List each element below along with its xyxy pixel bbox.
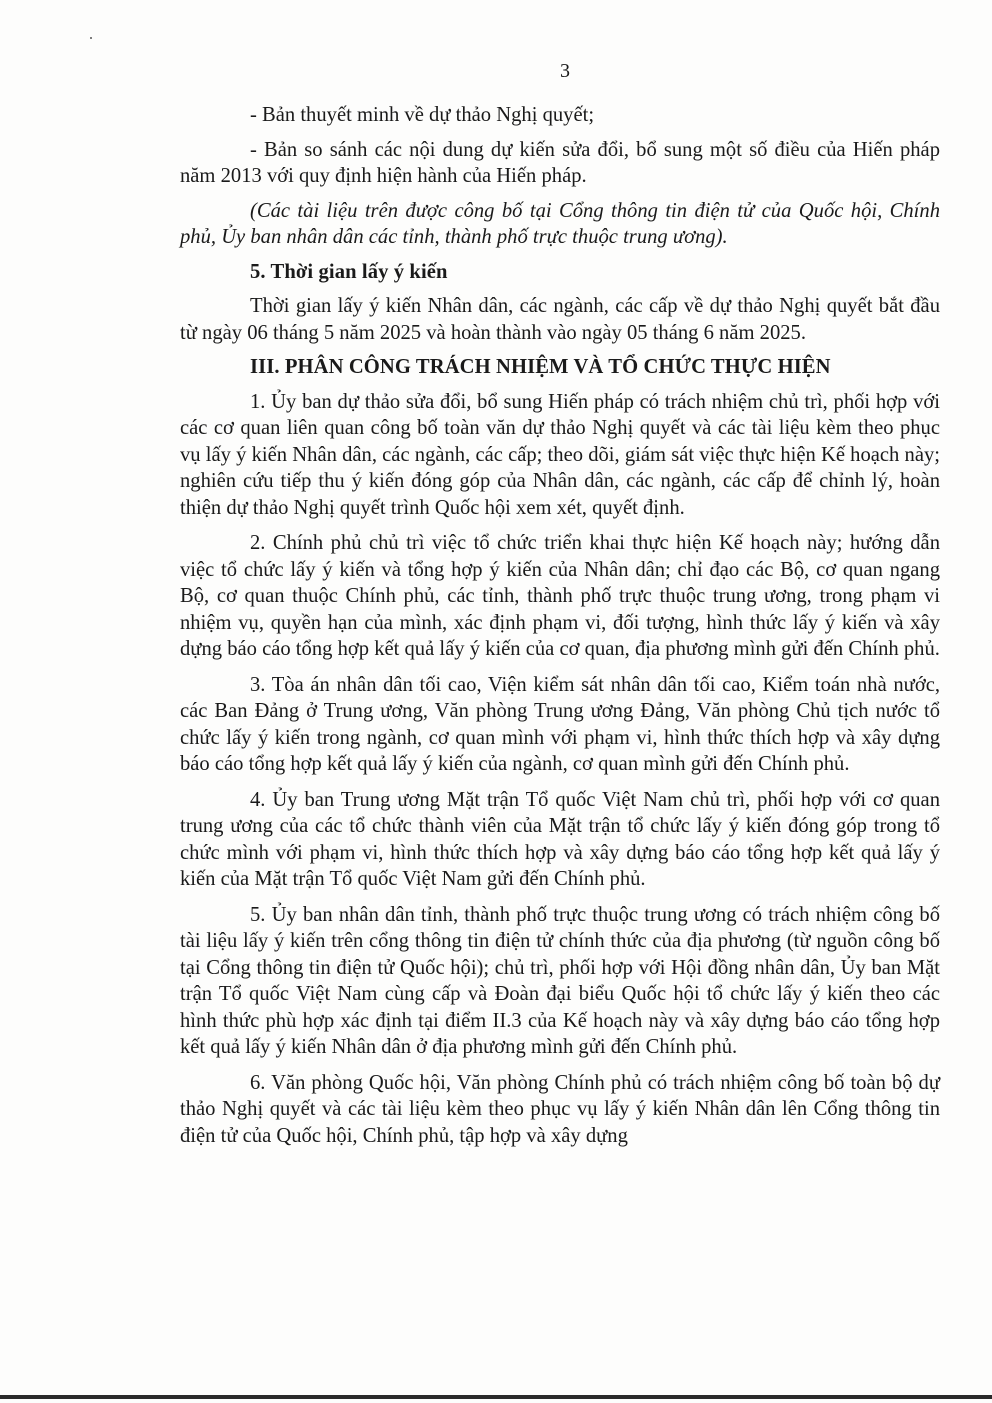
list-item-explanation: - Bản thuyết minh về dự thảo Nghị quyết; (250, 104, 595, 126)
scan-bottom-edge (0, 1395, 992, 1399)
paragraph-2: 2. Chính phủ chủ trì việc tổ chức triển khai thực hiện Kế hoạch này; hướng dẫn việc tổ chức lấy ý kiến và tổng hợp ý kiến của Nhân dân; chỉ đạo các Bộ, cơ quan ngang Bộ, cơ quan thuộc Chính phủ, các tỉnh, thành phố trực thuộc trung ương, trong phạm vi nhiệm vụ, quyền hạn của mình, xác định phạm vi, đối tượng, hình thức lấy ý kiến và xây dựng báo cáo tổng hợp kết quả lấy ý kiến của cơ quan, địa phương mình gửi đến Chính phủ. (180, 532, 940, 660)
paragraph-5: 5. Ủy ban nhân dân tỉnh, thành phố trực thuộc trung ương có trách nhiệm công bố tài liệu lấy ý kiến trên cổng thông tin điện tử chính thức của địa phương (từ nguồn công bố tại Cổng thông tin điện tử Quốc hội); chủ trì, phối hợp với Hội đồng nhân dân, Ủy ban Mặt trận Tổ quốc Việt Nam cùng cấp và Đoàn đại biểu Quốc hội tổ chức lấy ý kiến theo các hình thức phù hợp xác định tại điểm II.3 của Kế hoạch này và xây dựng báo cáo tổng hợp kết quả lấy ý kiến Nhân dân ở địa phương mình gửi đến Chính phủ. (180, 903, 940, 1058)
paragraph-4: 4. Ủy ban Trung ương Mặt trận Tổ quốc Việt Nam chủ trì, phối hợp với cơ quan trung ương của các tổ chức thành viên của Mặt trận tổ chức lấy ý kiến đóng góp trong tổ chức mình với phạm vi, hình thức thích hợp và xây dựng báo cáo tổng hợp kết quả lấy ý kiến của Mặt trận Tổ quốc Việt Nam gửi đến Chính phủ. (180, 788, 940, 890)
paragraph-1: 1. Ủy ban dự thảo sửa đổi, bổ sung Hiến pháp có trách nhiệm chủ trì, phối hợp với các cơ quan liên quan công bố toàn văn dự thảo Nghị quyết và các tài liệu kèm theo phục vụ lấy ý kiến Nhân dân, các ngành, các cấp; theo dõi, giám sát việc thực hiện Kế hoạch này; nghiên cứu tiếp thu ý kiến đóng góp của Nhân dân, các ngành, các cấp để chỉnh lý, hoàn thiện dự thảo Nghị quyết trình Quốc hội xem xét, quyết định. (180, 390, 940, 519)
paragraph-6: 6. Văn phòng Quốc hội, Văn phòng Chính phủ có trách nhiệm công bố toàn bộ dự thảo Nghị quyết và các tài liệu kèm theo phục vụ lấy ý kiến Nhân dân lên Cổng thông tin điện tử của Quốc hội, Chính phủ, tập hợp và xây dựng (180, 1071, 940, 1147)
paragraph-3: 3. Tòa án nhân dân tối cao, Viện kiểm sát nhân dân tối cao, Kiểm toán nhà nước, các Ban Đảng ở Trung ương, Văn phòng Trung ương Đảng, Văn phòng Chủ tịch nước tổ chức lấy ý kiến trong ngành, cơ quan mình với phạm vi, hình thức thích hợp và xây dựng báo cáo tổng hợp kết quả lấy ý kiến của ngành, cơ quan mình gửi đến Chính phủ. (180, 673, 940, 775)
scan-speck (90, 37, 92, 39)
page-number: 3 (560, 60, 570, 82)
section-5-body: Thời gian lấy ý kiến Nhân dân, các ngành, các cấp về dự thảo Nghị quyết bắt đầu từ ngày 06 tháng 5 năm 2025 và hoàn thành vào ngày 05 tháng 6 năm 2025. (180, 295, 940, 344)
section-5-heading: 5. Thời gian lấy ý kiến (250, 260, 448, 283)
publication-note: (Các tài liệu trên được công bố tại Cổng thông tin điện tử của Quốc hội, Chính phủ, Ủy ban nhân dân các tỉnh, thành phố trực thuộc trung ương). (180, 199, 940, 248)
list-item-comparison: - Bản so sánh các nội dung dự kiến sửa đổi, bổ sung một số điều của Hiến pháp năm 2013 với quy định hiện hành của Hiến pháp. (180, 138, 940, 187)
document-body (180, 102, 940, 1149)
section-iii-heading: III. PHÂN CÔNG TRÁCH NHIỆM VÀ TỔ CHỨC THỰC HIỆN (250, 356, 831, 378)
